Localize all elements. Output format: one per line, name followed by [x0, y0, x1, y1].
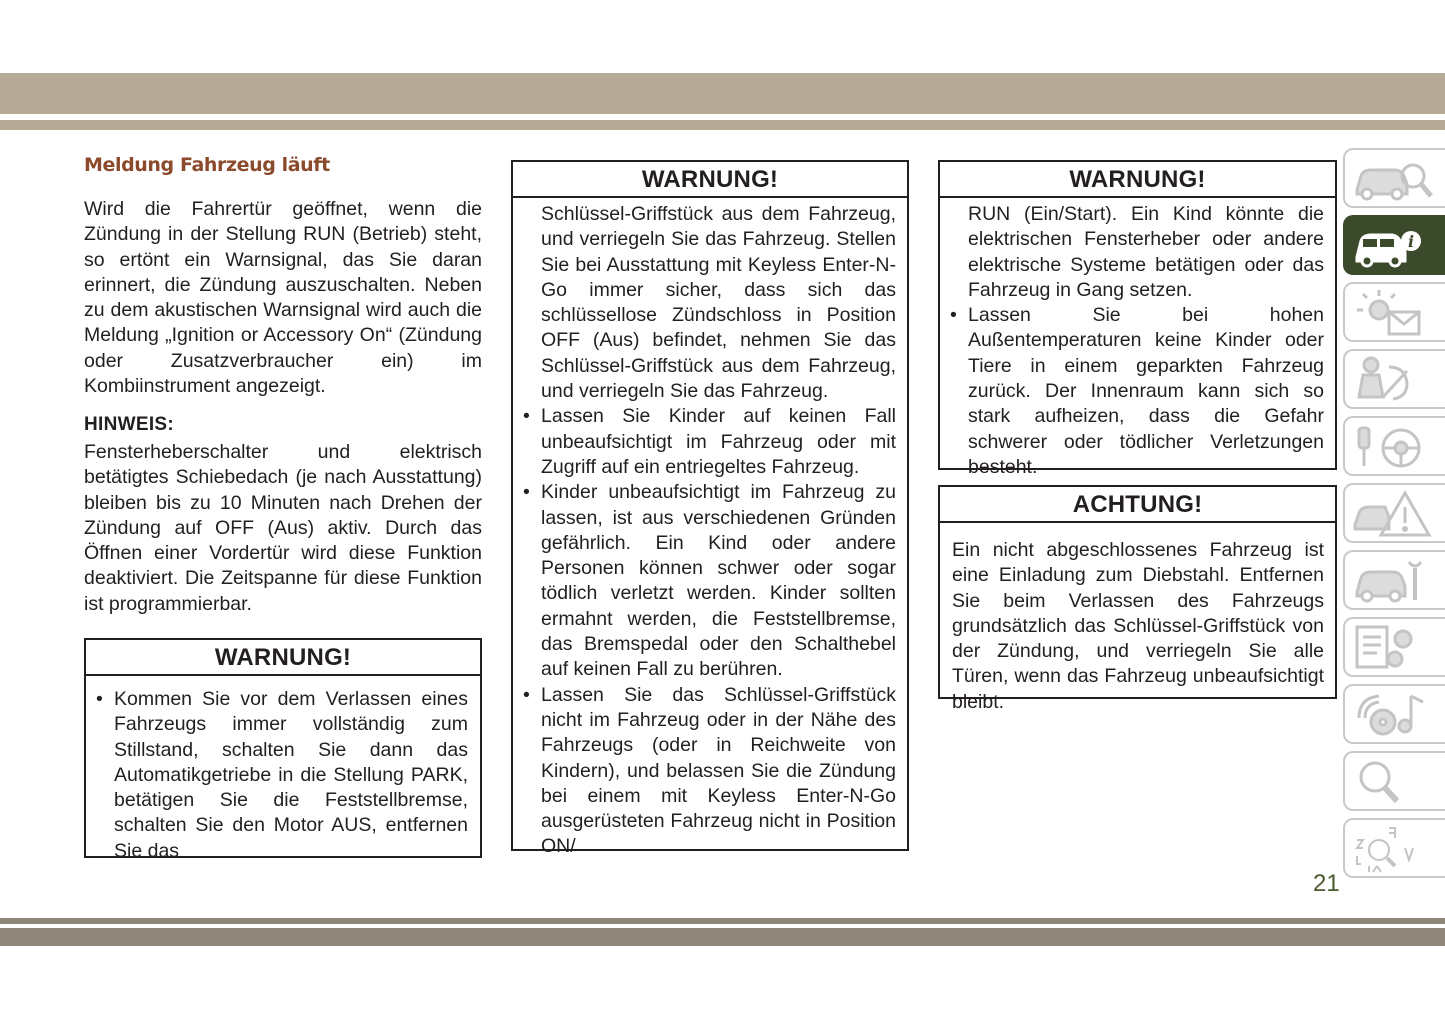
warning-box-2-item: • Kinder unbeaufsichtigt im Fahrzeug zu lassen, ist aus verschiedenen Gründen gefährlich. Ein Kind oder andere Personen können schwer oder sogar tödlich verletzt werden. Kinder sollten ermahnt werden, die Feststellbremse, das Bremspedal oder den Schalthebel auf keinen Fall zu berühren.	[513, 480, 896, 682]
warning-box-2-item: • Lassen Sie das Schlüssel-Griffstück nicht im Fahrzeug oder in der Nähe des Fahrzeugs (oder in Reichweite von Kindern), und belassen Sie die Zündung bei einem mit Keyless Enter-N-Go ausgerüsteten Fahrzeug nicht in Position ON/	[513, 683, 896, 860]
tab-specifications[interactable]	[1343, 617, 1445, 677]
seat-airbag-icon	[1349, 353, 1445, 407]
tab-starting-driving[interactable]	[1343, 416, 1445, 476]
tab-multimedia[interactable]	[1343, 684, 1445, 744]
car-search-icon	[1349, 152, 1445, 206]
warning-box-2-continuation: Schlüssel-Griffstück aus dem Fahrzeug, und verriegeln Sie das Fahrzeug. Stellen Sie bei Ausstattung mit Keyless Enter-N-Go immer sicher, dass sich das schlüssellose Zündschloss in Position OFF (Aus) befindet, nehmen Sie das Schlüssel-Griffstück aus dem Fahrzeug, und verriegeln Sie das Fahrzeug.	[541, 203, 896, 403]
car-info-icon	[1349, 219, 1445, 273]
warning-box-3-continuation: RUN (Ein/Start). Ein Kind könnte die elektrischen Fensterheber oder andere elektrische Systeme betätigen oder das Fahrzeug in Gang setzen.	[968, 203, 1324, 301]
tab-servicing[interactable]	[1343, 550, 1445, 610]
tab-warning-lights[interactable]	[1343, 282, 1445, 342]
key-steering-wheel-icon	[1349, 420, 1445, 474]
warning-box-2	[511, 160, 909, 858]
tab-index[interactable]	[1343, 751, 1445, 811]
warning-light-message-icon	[1349, 286, 1445, 340]
caution-box	[938, 485, 1337, 713]
alphabet-index-icon	[1349, 822, 1445, 876]
chapter-tabs	[1343, 148, 1445, 885]
specifications-gear-icon	[1349, 621, 1445, 675]
bottom-band	[0, 928, 1445, 946]
section-heading: Meldung Fahrzeug läuft	[84, 154, 330, 176]
multimedia-music-icon	[1349, 688, 1445, 742]
top-band	[0, 73, 1445, 114]
page-number: 21	[1313, 870, 1340, 897]
warning-box-2-item: • Lassen Sie Kinder auf keinen Fall unbeaufsichtigt im Fahrzeug oder mit Zugriff auf ein entriegeltes Fahrzeug.	[513, 404, 896, 480]
tab-emergency[interactable]	[1343, 483, 1445, 543]
note-text: Fensterheberschalter und elektrisch betätigtes Schiebedach (je nach Ausstattung) bleiben bis zu 10 Minuten nach Drehen der Zündung auf OFF (Aus) aktiv. Durch das Öffnen einer Vordertür wird diese Funktion deaktiviert. Die Zeitspanne für diese Funktion ist programmierbar.	[84, 441, 482, 615]
tab-alphabetical-index[interactable]	[1343, 818, 1445, 878]
warning-box-1	[84, 638, 482, 862]
tab-safety[interactable]	[1343, 349, 1445, 409]
caution-box-text: Ein nicht abgeschlossenes Fahrzeug ist eine Einladung zum Diebstahl. Entfernen Sie beim Verlassen des Fahrzeugs grundsätzlich das Schlüssel-Griffstück von der Zündung, und verriegeln Sie alle Türen, wenn das Fahrzeug unbeaufsichtigt bleibt.	[952, 539, 1324, 713]
svg-text:i: i	[1407, 232, 1415, 251]
index-search-icon	[1349, 755, 1445, 809]
warning-box-3-item: • Lassen Sie bei hohen Außentemperaturen keine Kinder oder Tiere in einem geparkten Fahrzeug zurück. Der Innenraum kann sich so stark aufheizen, dass die Gefahr schwerer oder tödlicher Verletzungen besteht.	[940, 303, 1324, 480]
tab-car-info[interactable]	[1343, 215, 1445, 275]
car-wrench-icon	[1349, 554, 1445, 608]
warning-box-1-item: • Kommen Sie vor dem Verlassen eines Fahrzeugs immer vollständig zum Stillstand, schalten Sie dann das Automatikgetriebe in die Stellung PARK, betätigen Sie die Feststellbremse, schalten Sie den Motor AUS, entfernen Sie das	[86, 687, 468, 864]
top-band-stripe	[0, 120, 1445, 130]
warning-box-1-title: WARNUNG!	[86, 640, 480, 676]
warning-box-3-title: WARNUNG!	[940, 162, 1335, 198]
tab-car-search[interactable]	[1343, 148, 1445, 208]
caution-box-title: ACHTUNG!	[940, 487, 1335, 523]
car-hazard-icon	[1349, 487, 1445, 541]
bottom-band-stripe	[0, 918, 1445, 924]
warning-box-2-title: WARNUNG!	[513, 162, 907, 198]
warning-box-3	[938, 160, 1337, 478]
note-label: HINWEIS:	[84, 414, 175, 435]
section-paragraph: Wird die Fahrertür geöffnet, wenn die Zündung in der Stellung RUN (Betrieb) steht, so ertönt ein Warnsignal, das Sie daran erinnert, die Zündung auszuschalten. Neben zu dem akustischen Warnsignal wird auch die Meldung „Ignition or Accessory On“ (Zündung oder Zusatzverbraucher ein) im Kombiinstrument angezeigt.	[84, 198, 482, 398]
